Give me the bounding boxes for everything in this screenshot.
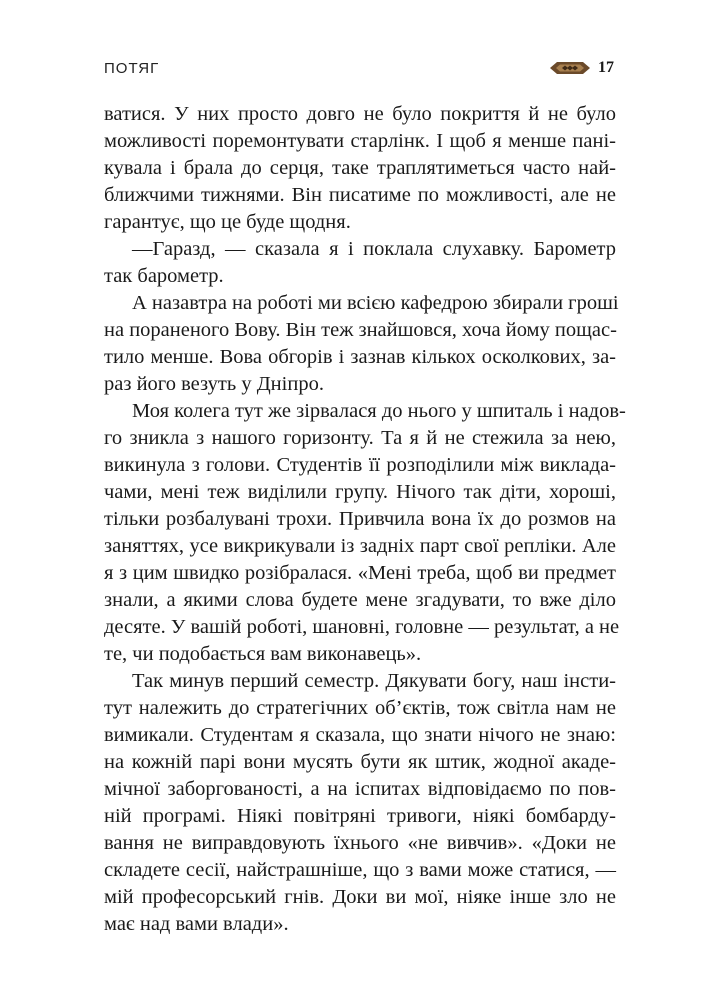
- text-line: викинула з голови. Студентів її розподілили між виклада-: [104, 454, 616, 476]
- text-line: я з цим швидко розібралася. «Мені треба, щоб ви предмет: [104, 562, 616, 584]
- text-line: тило менше. Вова обгорів і зазнав кількох осколкових, за-: [104, 346, 616, 368]
- text-line: Моя колега тут же зірвалася до нього у шпиталь і надов-: [132, 400, 626, 422]
- text-line: знали, а якими слова будете мене згадувати, то вже діло: [104, 589, 616, 611]
- text-line: ватися. У них просто довго не було покриття й не було: [104, 103, 616, 125]
- text-line: —Гаразд, — сказала я і поклала слухавку. Барометр: [132, 238, 616, 260]
- text-line: го зникла з нашого горизонту. Та я й не стежила за нею,: [104, 427, 616, 449]
- text-line: тут належить до стратегічних об’єктів, тож світла нам не: [104, 697, 616, 719]
- text-line: А назавтра на роботі ми всією кафедрою збирали гроші: [132, 292, 619, 314]
- text-line: заняттях, усе викрикували із задніх парт свої репліки. Але: [104, 535, 616, 557]
- text-line: можливості поремонтувати старлінк. І щоб я менше пані-: [104, 130, 616, 152]
- text-line: на пораненого Вову. Він теж знайшовся, хоча йому пощас-: [104, 319, 617, 341]
- text-line: вимикали. Студентам я сказала, що знати нічого не знаю:: [104, 724, 616, 746]
- text-line: так барометр.: [104, 265, 224, 287]
- text-line: Так минув перший семестр. Дякувати богу, наш інсти-: [132, 670, 616, 692]
- text-line: має над вами влади».: [104, 913, 289, 935]
- text-line: вання не виправдовують їхнього «не вивчив». «Доки не: [104, 832, 616, 854]
- text-line: кувала і брала до серця, таке траплятиметься часто най-: [104, 157, 616, 179]
- text-line: мій професорський гнів. Доки ви мої, ніяке інше зло не: [104, 886, 616, 908]
- decorative-ornament-icon: [550, 60, 590, 76]
- text-line: десяте. У вашій роботі, шановні, головне — результат, а не: [104, 616, 620, 638]
- running-head-title: ПОТЯГ: [104, 60, 160, 77]
- body-text: [104, 101, 626, 938]
- page-number: 17: [598, 59, 614, 76]
- text-line: чами, мені теж виділили групу. Нічого так діти, хороші,: [104, 481, 616, 503]
- text-line: мічної заборгованості, а на іспитах відповідаємо по пов-: [104, 778, 616, 800]
- text-line: складете сесії, найстрашніше, що з вами може статися, —: [104, 859, 616, 881]
- text-line: ближчими тижнями. Він писатиме по можливості, але не: [104, 184, 616, 206]
- text-line: ній програмі. Ніякі повітряні тривоги, ніякі бомбарду-: [104, 805, 616, 827]
- text-line: на кожній парі вони мусять бути як штик, жодної акаде-: [104, 751, 616, 773]
- text-line: тільки розбалувані трохи. Привчила вона їх до розмов на: [104, 508, 616, 530]
- text-line: раз його везуть у Дніпро.: [104, 373, 324, 395]
- text-line: те, чи подобається вам виконавець».: [104, 643, 422, 665]
- text-line: гарантує, що це буде щодня.: [104, 211, 351, 233]
